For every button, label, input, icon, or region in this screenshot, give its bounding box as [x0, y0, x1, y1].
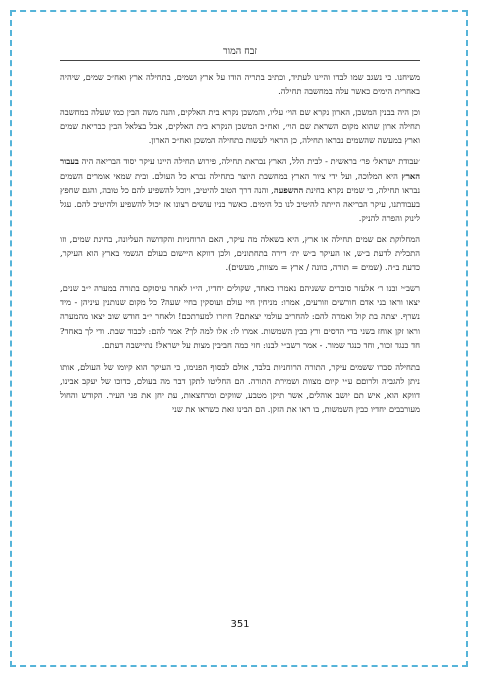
- paragraph-1: משיחנו. כי נשגב שמו לבדו והיינו לעתיד, וכתיב בתריה הודו על ארץ ושמים, בתחילה ארץ ואח״כ שמים, שיהיה באחרית הימים כאשר עלה במחשבה תחילה.: [60, 72, 420, 97]
- body-text: [60, 70, 420, 423]
- paragraph-3-part-3: , והנה דרך הטוב להיטיב, ויוכל להשפיע להם כל טובה, והגם שחפץ בעבודתנו, עיקר הבריאה הייתה להיטיב לנו כל הימים. כאשר בניו עושים רצונו אז יכול להשפיע ולהיטיב להם. עגל לינוק והפרה להניק.: [60, 184, 420, 223]
- header-rule: [60, 60, 420, 61]
- paragraph-3: [60, 154, 420, 224]
- paragraph-3-bold-1: בעבור הארץ: [60, 156, 420, 181]
- paragraph-6: בתחילה סברו ששמים עיקר, התורה הרוחניות בלבד, אולם לבסוף הפנימו, כי העיקר הוא קיומו של העולם, אותו ניתן להגביה ולרוםם ע״י קיום מצוות ושמירת התורה. הם החליטו לתקן דבר מה בעולם, כדוכו של יעקב אבינו, דווקא הוא, איש תם יושב אוהלים, אשר תיקן מטבע, שווקים ומרחצאות, עת יחן את פני העיר. הקודש והחול מעורבבים יחדיו כבין השמשות, בו ראו את הזקן. הם הבינו זאת כשראו את שני: [60, 361, 420, 414]
- paragraph-2: וכן היה בבנין המשכן, הארון נקרא שם הוי׳ עליו, והמשכן נקרא בית האלקים, והנה משה הבין כמו שעלה במחשבה תחילה ארון שהוא מקום השראת שם הוי׳, ואח״כ המשכן הנקרא בית האלקים, אבל בצלאל הבין כבריאת שמים וארץ במעשה שהשמים נבראו תחילה, כן הראוי לעשות בתחילה המשכן ואח״כ הארון.: [60, 107, 420, 146]
- paragraph-4: המחלוקת אם שמים תחילה או ארץ, היא בשאלה מה עיקר, האם הרוחניות והקדושה העליונה, בחינת שמים, וזו התכלית לדעת ב״ש, או העיקר ב״ש ית׳ דירה בתחתונים, ולכן דווקא היישום בעולם הגשמי בארץ הוא העיקר, כדעת ב״ה. (שמים = תורה, כוונה / ארץ = מצוות, מעשים).: [60, 233, 420, 273]
- page-number: 351: [230, 619, 250, 630]
- paragraph-3-part-2: היא המלוכה, ועל ידי ציור הארץ במחשבת היוצר בתחילה נברא כל העולם. ובית שמאי אומרים השמים נבראו תחילה, כי שמים נקרא בחינת: [60, 170, 421, 195]
- header-title: זבח המור: [222, 46, 258, 57]
- paragraph-3-bold-2: ההשפעה: [273, 184, 304, 195]
- paragraph-5: רשב״י ובנו ר׳ אלעזר סוברים ששניהם נאמרו כאחד, שקולים יחדיו, הי״ו לאחר עיסוקם בתורה במערה י״ב שנים, יצאו וראו בני אדם חורשים וזורעים, אמרו: מניחין חיי עולם ועוסקין בחיי שעה? כל מקום שנותנין עיניהן - מיד נשרף. יצתה בת קול ואמרה להם: להחריב עולמי יצאתם? חיזרו למערתכם! ולאחר י״ב חודש שוב יצאו מהמערה וראו זקן אוחז בשני בדי הדסים ורץ בבין השמשות. אמרו לו: אלו למה לך? אמר להם: לכבוד שבת. ודי לך באחד? חד כנגד זכור, וחד כנגד שמור. - אמר רשב״י לבנו: חזי כמה חביבין מצות על ישראל! נתיישבה דעתם.: [60, 283, 420, 350]
- running-header: [60, 46, 420, 57]
- paragraph-3-part-1: ׳עבודת ישראל׳ פר׳ בראשית - לבית הלל, הארץ נבראת תחילה, פירוש תחילה היינו עיקר יסוד הבריאה היה: [78, 156, 420, 167]
